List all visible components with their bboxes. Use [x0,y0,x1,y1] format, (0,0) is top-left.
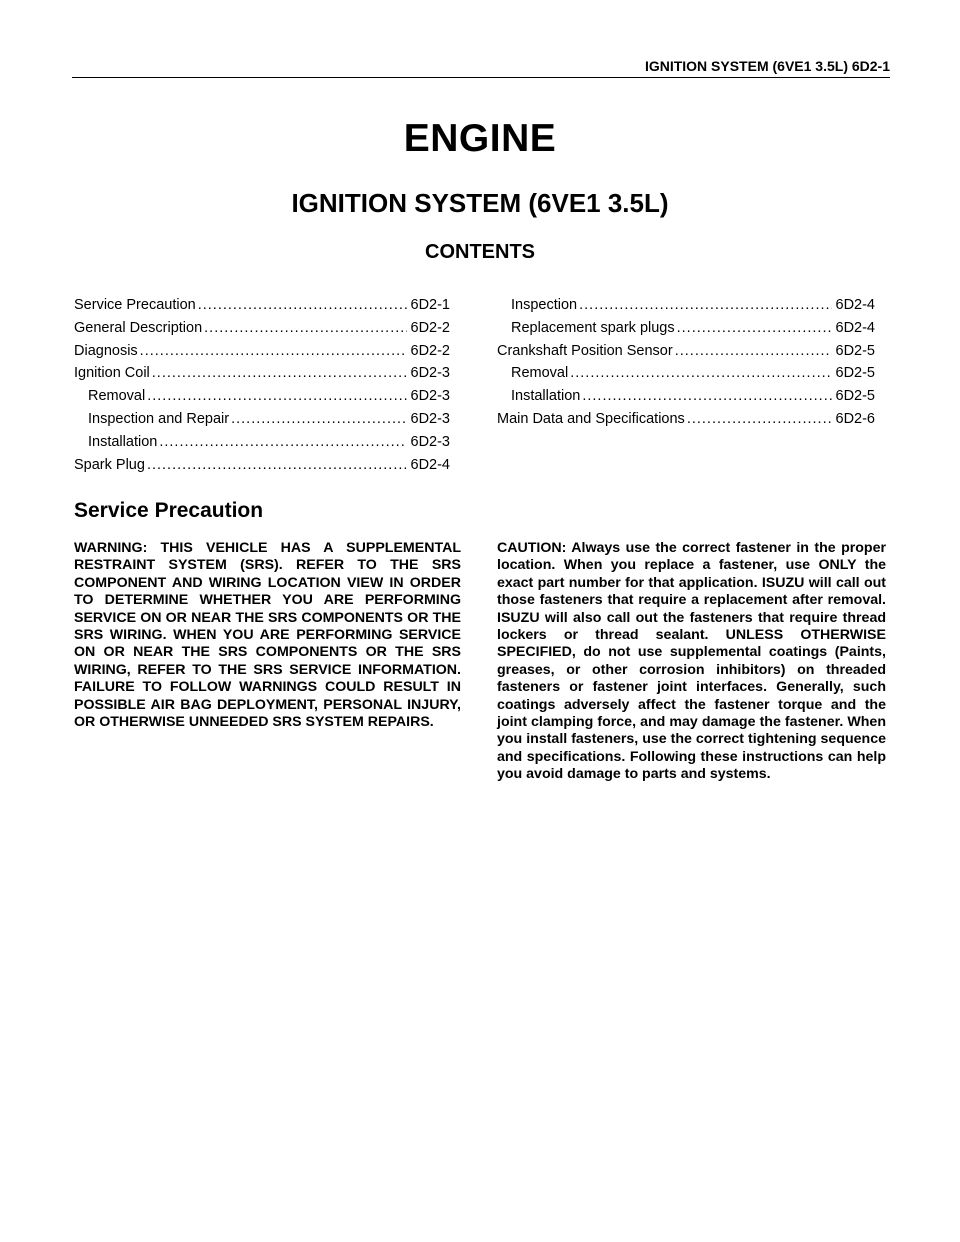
header-rule [72,77,890,78]
toc-entry[interactable] [74,362,450,385]
toc-entry-title: Replacement spark plugs [511,319,675,336]
toc-entry-title: Inspection and Repair [88,410,230,427]
toc-dot-leader [198,294,407,317]
toc-dot-leader [147,385,406,408]
toc-dot-leader [675,340,832,363]
toc-dot-leader [231,408,406,431]
toc-entry-page: 6D2-4 [835,319,875,336]
toc-subentry[interactable] [497,294,875,317]
running-header: IGNITION SYSTEM (6VE1 3.5L) 6D2-1 [644,58,890,74]
toc-entry-page: 6D2-3 [410,433,450,450]
toc-entry-title: Main Data and Specifications [497,410,685,427]
toc-entry-title: Removal [88,388,146,405]
toc-dot-leader [677,317,832,340]
toc-entry-title: Spark Plug [74,456,145,473]
toc-entry[interactable] [74,317,450,340]
toc-entry-page: 6D2-5 [835,342,875,359]
toc-entry-title: General Description [74,319,203,336]
toc-dot-leader [147,454,407,477]
toc-dot-leader [582,385,831,408]
toc-subentry[interactable] [497,385,875,408]
toc-entry-page: 6D2-2 [410,319,450,336]
toc-dot-leader [204,317,406,340]
toc-entry[interactable] [74,454,450,477]
toc-entry-title: Diagnosis [74,342,138,359]
caution-paragraph: CAUTION: Always use the correct fastener in the proper location. When you replace a fastener, use ONLY the exact part number for that application. ISUZU will call out those fasteners that require a replacement after removal. ISUZU will also call out the fasteners that require thread lockers or thread sealant. UNLESS OTHERWISE SPECIFIED, do not use supplemental coatings (Paints, greases, or other corrosion inhibitors) on threaded fasteners or fastener joint interfaces. Generally, such coatings adversely affect the fastener torque and the joint clamping force, and may damage the fastener. When you install fasteners, use the correct tightening sequence and specifications. Following these instructions can help you avoid damage to parts and systems. [497,540,886,783]
toc-entry-page: 6D2-4 [835,297,875,313]
toc-entry-title: Installation [511,388,581,405]
toc-right-column [497,294,875,431]
toc-entry-page: 6D2-3 [410,365,450,382]
toc-entry[interactable] [497,408,875,431]
toc-entry-page: 6D2-6 [835,410,875,427]
toc-entry-title: Installation [88,433,158,450]
toc-subentry[interactable] [497,317,875,340]
document-title: ENGINE [403,117,557,160]
toc-left-column [74,294,450,476]
section-heading: Service Precaution [74,499,264,522]
document-subtitle: IGNITION SYSTEM (6VE1 3.5L) [291,188,669,218]
toc-entry-title: Service Precaution [74,297,196,313]
toc-entry[interactable] [74,294,450,317]
toc-dot-leader [140,340,407,363]
toc-subentry[interactable] [74,385,450,408]
warning-paragraph: WARNING: THIS VEHICLE HAS A SUPPLEMENTAL RESTRAINT SYSTEM (SRS). REFER TO THE SRS COMPONENT AND WIRING LOCATION VIEW IN ORDER TO DETERMINE WHETHER YOU ARE PERFORMING SERVICE ON OR NEAR THE SRS COMPONENTS OR THE SRS WIRING. WHEN YOU ARE PERFORMING SERVICE ON OR NEAR THE SRS COMPONENTS OR THE SRS WIRING, REFER TO THE SRS SERVICE INFORMATION. FAILURE TO FOLLOW WARNINGS COULD RESULT IN POSSIBLE AIR BAG DEPLOYMENT, PERSONAL INJURY, OR OTHERWISE UNNEEDED SRS SYSTEM REPAIRS. [74,540,461,731]
toc-entry-title: Removal [511,365,569,382]
toc-entry-page: 6D2-5 [835,388,875,405]
toc-dot-leader [579,294,831,317]
toc-entry[interactable] [74,340,450,363]
toc-entry-page: 6D2-2 [410,342,450,359]
toc-entry[interactable] [497,340,875,363]
toc-subentry[interactable] [497,362,875,385]
toc-entry-page: 6D2-3 [410,410,450,427]
toc-entry-page: 6D2-1 [410,297,450,313]
toc-subentry[interactable] [74,408,450,431]
toc-dot-leader [570,362,831,385]
toc-dot-leader [687,408,832,431]
toc-entry-title: Inspection [511,297,578,313]
toc-dot-leader [159,431,406,454]
toc-entry-title: Ignition Coil [74,365,150,382]
toc-entry-title: Crankshaft Position Sensor [497,342,673,359]
toc-subentry[interactable] [74,431,450,454]
toc-entry-page: 6D2-3 [410,388,450,405]
toc-entry-page: 6D2-4 [410,456,450,473]
contents-heading: CONTENTS [425,241,535,263]
toc-entry-page: 6D2-5 [835,365,875,382]
toc-dot-leader [152,362,407,385]
